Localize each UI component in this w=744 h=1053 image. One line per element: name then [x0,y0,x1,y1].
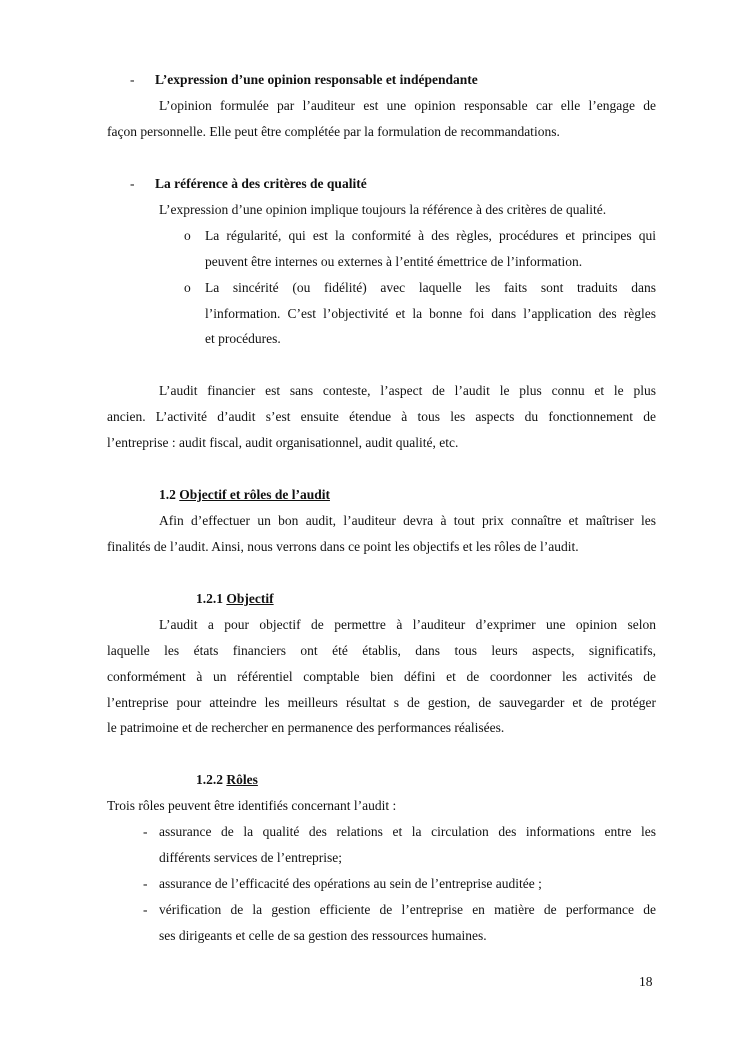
dash-bullet: - [130,176,135,191]
dash-bullet: - [143,824,148,839]
paragraph-line: L’opinion formulée par l’auditeur est une opinion responsable car elle l’engage de [159,98,656,113]
dash-bullet: - [143,876,148,891]
list-item-line: assurance de la qualité des relations et la circulation des informations entre les [159,824,656,839]
section-title: Rôles [226,772,258,787]
section-title: Objectif et rôles de l’audit [179,487,330,502]
list-item-line: l’information. C’est l’objectivité et la bonne foi dans l’application des règles [205,306,656,321]
paragraph-line: ancien. L’activité d’audit s’est ensuite étendue à tous les aspects du fonctionnement de [107,409,656,424]
section-number: 1.2.1 [196,591,223,606]
paragraph-line: laquelle les états financiers ont été établis, dans tous leurs aspects, significatifs, [107,643,656,658]
list-item-line: et procédures. [205,331,281,346]
paragraph-line: L’expression d’une opinion implique toujours la référence à des critères de qualité. [159,202,607,217]
list-item-line: peuvent être internes ou externes à l’entité émettrice de l’information. [205,254,583,269]
paragraph-line: le patrimoine et de rechercher en permanence des performances réalisées. [107,720,505,735]
list-item-line: assurance de l’efficacité des opérations au sein de l’entreprise auditée ; [159,876,542,891]
paragraph-line: Trois rôles peuvent être identifiés concernant l’audit : [107,798,397,813]
list-item-line: La régularité, qui est la conformité à des règles, procédures et principes qui [205,228,656,243]
paragraph-line: L’audit financier est sans conteste, l’aspect de l’audit le plus connu et le plus [159,383,656,398]
section-heading-1-2-1 [196,591,274,607]
paragraph-line: L’audit a pour objectif de permettre à l’auditeur d’exprimer une opinion selon [159,617,656,632]
dash-bullet: - [143,902,148,917]
paragraph-line: façon personnelle. Elle peut être complétée par la formulation de recommandations. [107,124,560,139]
heading-criteres-qualite: La référence à des critères de qualité [155,176,367,191]
page-number: 18 [639,974,653,989]
list-item-line: La sincérité (ou fidélité) avec laquelle les faits sont traduits dans [205,280,656,295]
section-title: Objectif [226,591,274,606]
section-number: 1.2 [159,487,176,502]
section-number: 1.2.2 [196,772,223,787]
paragraph-line: l’entreprise pour atteindre les meilleurs résultat s de gestion, de sauvegarder et de protéger [107,695,656,710]
paragraph-line: finalités de l’audit. Ainsi, nous verrons dans ce point les objectifs et les rôles de l’audit. [107,539,579,554]
paragraph-line: l’entreprise : audit fiscal, audit organisationnel, audit qualité, etc. [107,435,459,450]
dash-bullet: - [130,72,135,87]
list-item-line: vérification de la gestion efficiente de l’entreprise en matière de performance de [159,902,656,917]
paragraph-line: conformément à un référentiel comptable bien défini et de coordonner les activités de [107,669,656,684]
list-item-line: différents services de l’entreprise; [159,850,343,865]
paragraph-line: Afin d’effectuer un bon audit, l’auditeur devra à tout prix connaître et maîtriser les [159,513,656,528]
section-heading-1-2 [159,487,330,503]
heading-expression-opinion: L’expression d’une opinion responsable et indépendante [155,72,478,87]
section-heading-1-2-2 [196,772,258,788]
circle-bullet-icon: o [184,228,191,243]
list-item-line: ses dirigeants et celle de sa gestion des ressources humaines. [159,928,487,943]
circle-bullet-icon: o [184,280,191,295]
